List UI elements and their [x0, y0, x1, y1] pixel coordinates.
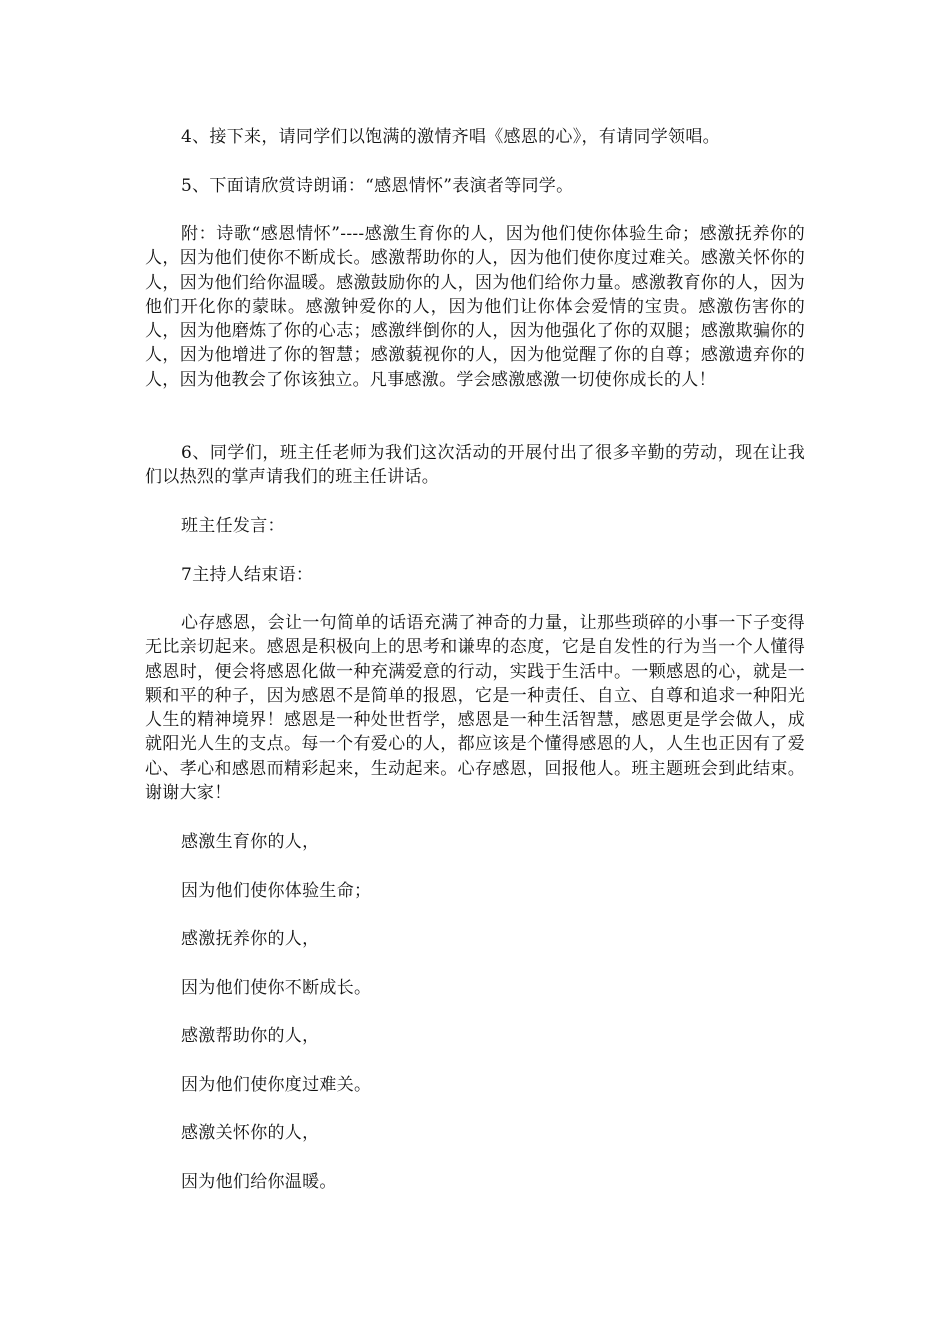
paragraph-item-6-teacher: 6、同学们，班主任老师为我们这次活动的开展付出了很多辛勤的劳动，现在让我们以热烈的掌声请我们的班主任讲话。	[145, 443, 805, 488]
poem-line: 因为他们给你温暖。	[181, 1172, 337, 1192]
paragraph-item-4-song: 4、接下来，请同学们以饱满的激情齐唱《感恩的心》，有请同学领唱。	[181, 127, 720, 147]
paragraph-item-5-poem: 5、下面请欣赏诗朗诵：“感恩情怀”表演者等同学。	[181, 176, 574, 196]
paragraph-closing-speech: 心存感恩，会让一句简单的话语充满了神奇的力量，让那些琐碎的小事一下子变得无比亲切起来。感恩是积极向上的思考和谦卑的态度，它是自发性的行为当一个人懂得感恩时，便会将感恩化做一种充满爱意的行动，实践于生活中。一颗感恩的心，就是一颗和平的种子，因为感恩不是简单的报恩，它是一种责任、自立、自尊和追求一种阳光人生的精神境界！感恩是一种处世哲学，感恩是一种生活智慧，感恩更是学会做人，成就阳光人生的支点。每一个有爱心的人，都应该是个懂得感恩的人，人生也正因有了爱心、孝心和感恩而精彩起来，生动起来。心存感恩，回报他人。班主题班会到此结束。谢谢大家！	[145, 613, 805, 804]
paragraph-teacher-speech: 班主任发言：	[181, 516, 285, 536]
paragraph-item-7-closing: 7主持人结束语：	[181, 565, 314, 585]
poem-line: 感激抚养你的人，	[181, 929, 320, 949]
poem-line: 感激帮助你的人，	[181, 1026, 320, 1046]
poem-line: 感激关怀你的人，	[181, 1123, 320, 1143]
paragraph-appendix-poem: 附：诗歌“感恩情怀”----感激生育你的人，因为他们使你体验生命；感激抚养你的人，因为他们使你不断成长。感激帮助你的人，因为他们使你度过难关。感激关怀你的人，因为他们给你温暖。感激鼓励你的人，因为他们给你力量。感激教育你的人，因为他们开化你的蒙昧。感激钟爱你的人，因为他们让你体会爱情的宝贵。感激伤害你的人，因为他磨炼了你的心志；感激绊倒你的人，因为他强化了你的双腿；感激欺骗你的人，因为他增进了你的智慧；感激藐视你的人，因为他觉醒了你的自尊；感激遗弃你的人，因为他教会了你该独立。凡事感激。学会感激感激一切使你成长的人！	[145, 224, 805, 390]
poem-line: 感激生育你的人，	[181, 832, 320, 852]
poem-line: 因为他们使你不断成长。	[181, 978, 372, 998]
poem-line: 因为他们使你体验生命；	[181, 881, 372, 901]
poem-line: 因为他们使你度过难关。	[181, 1075, 372, 1095]
